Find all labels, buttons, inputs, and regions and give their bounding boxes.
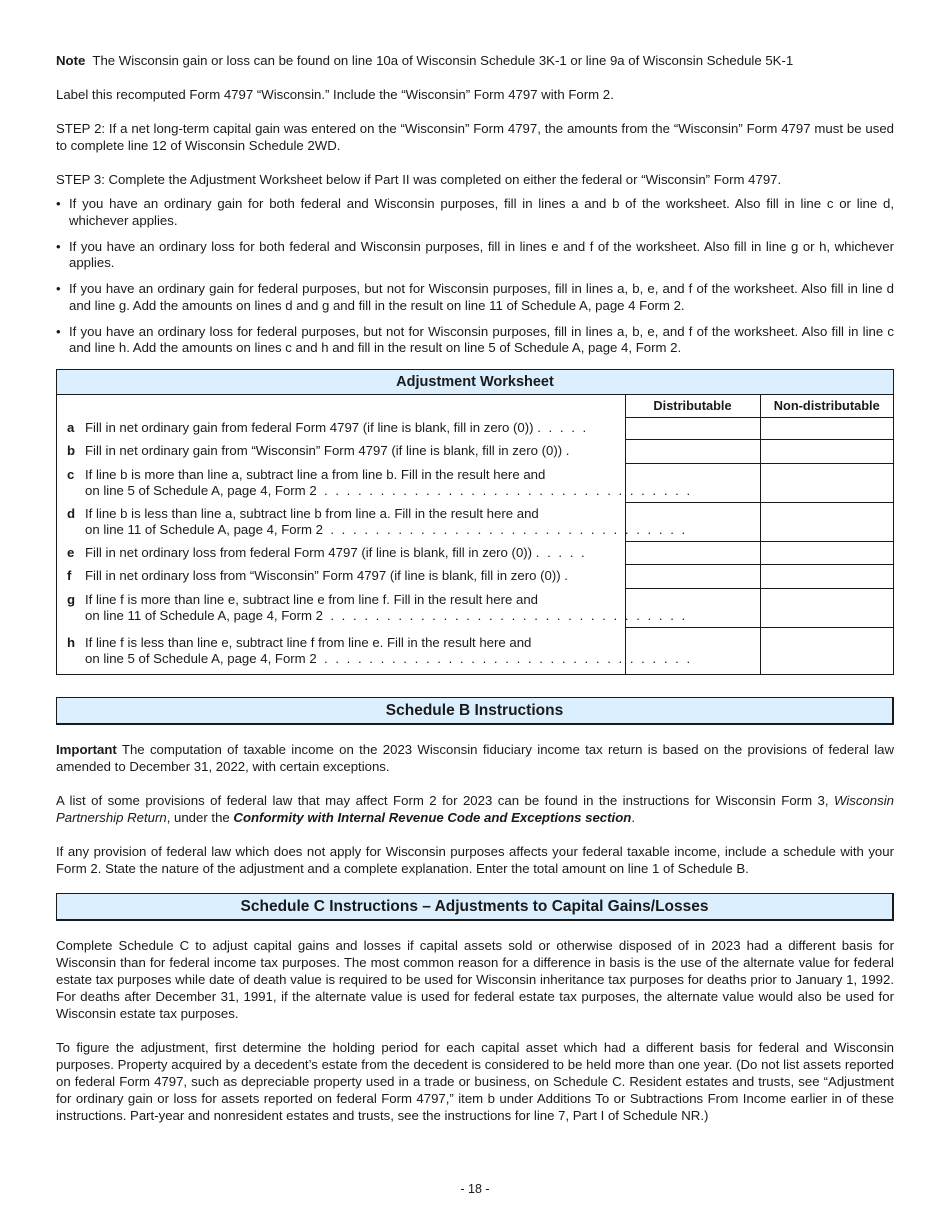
step2-paragraph: STEP 2: If a net long-term capital gain was entered on the “Wisconsin” Form 4797, the amounts from the “Wisconsin” Form 4797 must be used to complete line 12 of Wisconsin Schedule 2WD. [56,121,894,153]
line-letter: d [67,506,76,521]
note-lead: Note [56,53,86,68]
line-b-distributable-field[interactable] [625,439,760,463]
worksheet-line-e [57,541,893,564]
worksheet-line-h [57,627,893,674]
worksheet-line-c [57,463,893,502]
worksheet-table [57,395,893,675]
important-lead: Important [56,742,117,757]
provisions-text-2: , under the [166,810,230,825]
line-f-distributable-field[interactable] [625,564,760,588]
line-d-nondistributable-field[interactable] [760,502,893,541]
note-text: The Wisconsin gain or loss can be found on line 10a of Wisconsin Schedule 3K-1 or line 9a of Wisconsin Schedule 5K-1 [92,53,794,68]
note-paragraph [56,52,894,69]
line-h-nondistributable-field[interactable] [760,627,893,674]
line-letter: g [67,592,76,607]
line-c-nondistributable-field[interactable] [760,463,893,502]
bullet-item: • If you have an ordinary loss for both federal and Wisconsin purposes, fill in lines e and f of the worksheet. Also fill in line g or h, whichever applies. [56,239,894,272]
line-g-nondistributable-field[interactable] [760,588,893,627]
leader-dots: . . . . . . . . . . . . . . . . . . . . . . . . . . . . . . . . [330,521,688,537]
worksheet-title: Adjustment Worksheet [57,370,893,395]
line-text: Fill in net ordinary gain from federal Form 4797 (if line is blank, fill in zero (0)) [85,420,534,436]
step3-paragraph: STEP 3: Complete the Adjustment Worksheet below if Part II was completed on either the federal or “Wisconsin” Form 4797. [56,172,782,187]
schedule-b-heading: Schedule B Instructions [56,697,894,725]
line-letter: h [67,635,76,650]
line-text-continued: on line 11 of Schedule A, page 4, Form 2 [85,521,324,537]
line-text: If line b is less than line a, subtract line b from line a. Fill in the result here and [85,506,539,521]
form-title-italic: Wisconsin Partnership Return [56,793,894,825]
line-text-continued: on line 5 of Schedule A, page 4, Form 2 [85,650,317,666]
important-paragraph [56,741,894,775]
line-text: Fill in net ordinary loss from federal Form 4797 (if line is blank, fill in zero (0)) [85,544,533,560]
line-a-nondistributable-field[interactable] [760,417,893,439]
provisions-list-paragraph [56,792,894,826]
worksheet-line-b [57,439,893,463]
line-e-nondistributable-field[interactable] [760,541,893,564]
provisions-text-3: . [631,810,635,825]
worksheet-line-g [57,588,893,627]
page-content [56,52,894,1124]
bullet-item: • If you have an ordinary loss for federal purposes, but not for Wisconsin purposes, fill in lines a, b, e, and f of the worksheet. Also fill in line c and line h. Add the amounts on lines c and h and fill in the result on line 5 of Schedule A, page 4, Form 2. [56,324,894,357]
line-text: Fill in net ordinary gain from “Wisconsin” Form 4797 (if line is blank, fill in zero (0)) [85,443,563,459]
leader-dots: . [565,443,572,459]
schedule-c-paragraph-2: To figure the adjustment, first determine the holding period for each capital asset which had a different basis for federal and Wisconsin purposes. Property acquired by a decedent’s estate from the decedent is considered to be held more than one year. (Do not list assets reported on federal Form 4797, such as depreciable property used in a trade or business, on Schedule C. Resident estates and trusts, see “Adjustment for ordinary gain or loss for assets reported on federal Form 4797,” item b under Additions To or Subtractions From Income earlier in of these instructions. Part-year and nonresident estates and trusts, see the instructions for line 7, Part I of Schedule NR.) [56,1040,894,1123]
column-header-nondistributable: Non-distributable [760,395,893,418]
page-number: - 18 - [460,1182,490,1196]
leader-dots: . . . . . [537,420,589,436]
line-letter: a [67,420,75,436]
line-text: If line f is less than line e, subtract line f from line e. Fill in the result here and [85,635,532,650]
line-letter: c [67,467,75,482]
instruction-bullets [56,196,894,357]
important-text: The computation of taxable income on the 2023 Wisconsin fiduciary income tax return is based on the provisions of federal law amended to December 31, 2022, with certain exceptions. [56,742,894,774]
bullet-item: • If you have an ordinary gain for federal purposes, but not for Wisconsin purposes, fill in lines a, b, e, and f of the worksheet. Also fill in line d and line g. Add the amounts on lines d and g and fill in the result on line 11 of Schedule A, page 4 Form 2. [56,281,894,314]
worksheet-header-row [57,395,893,418]
line-e-distributable-field[interactable] [625,541,760,564]
line-text-continued: on line 11 of Schedule A, page 4, Form 2 [85,607,324,623]
column-header-distributable: Distributable [625,395,760,418]
worksheet-line-d [57,502,893,541]
leader-dots: . . . . . . . . . . . . . . . . . . . . . . . . . . . . . . . . . [324,650,693,666]
line-letter: f [67,568,72,584]
bullet-item: • If you have an ordinary gain for both federal and Wisconsin purposes, fill in lines a and b of the worksheet. Also fill in line c or line d, whichever applies. [56,196,894,229]
provisions-text: A list of some provisions of federal law that may affect Form 2 for 2023 can be found in the instructions for Wisconsin Form 3, [56,793,829,808]
conformity-section-ref: Conformity with Internal Revenue Code and Exceptions section [233,810,632,825]
adjustment-worksheet [56,369,894,676]
schedule-c-heading: Schedule C Instructions – Adjustments to Capital Gains/Losses [56,893,894,921]
line-text-continued: on line 5 of Schedule A, page 4, Form 2 [85,482,317,498]
worksheet-line-a [57,417,893,439]
leader-dots: . . . . . . . . . . . . . . . . . . . . . . . . . . . . . . . . . [324,482,693,498]
line-text: If line f is more than line e, subtract line e from line f. Fill in the result here and [85,592,538,607]
line-f-nondistributable-field[interactable] [760,564,893,588]
line-letter: e [67,544,75,560]
schedule-c-paragraph-1: Complete Schedule C to adjust capital gains and losses if capital assets sold or otherwise disposed of in 2023 had a different basis for Wisconsin than for federal income tax purposes. The most common reason for a difference in basis is the use of the alternate value for federal estate tax purposes while date of death value is required to be used for Wisconsin inheritance tax purposes for deaths prior to January 1, 1992. For deaths after December 31, 1991, if the alternate value is used for federal estate tax purposes, the alternate value would also be used for Wisconsin estate tax purposes. [56,938,894,1021]
line-text: Fill in net ordinary loss from “Wisconsin” Form 4797 (if line is blank, fill in zero (0)) [85,568,561,584]
worksheet-line-f [57,564,893,588]
leader-dots: . [564,568,570,584]
line-b-nondistributable-field[interactable] [760,439,893,463]
line-text: If line b is more than line a, subtract line a from line b. Fill in the result here and [85,467,546,482]
line-a-distributable-field[interactable] [625,417,760,439]
federal-provision-paragraph: If any provision of federal law which does not apply for Wisconsin purposes affects your federal taxable income, include a schedule with your Form 2. State the nature of the adjustment and a complete explanation. Enter the total amount on line 1 of Schedule B. [56,844,894,876]
leader-dots: . . . . . . . . . . . . . . . . . . . . . . . . . . . . . . . . [330,607,688,623]
line-letter: b [67,443,76,459]
leader-dots: . . . . . [535,544,587,560]
label-paragraph: Label this recomputed Form 4797 “Wisconsin.” Include the “Wisconsin” Form 4797 with Form 2. [56,87,614,102]
